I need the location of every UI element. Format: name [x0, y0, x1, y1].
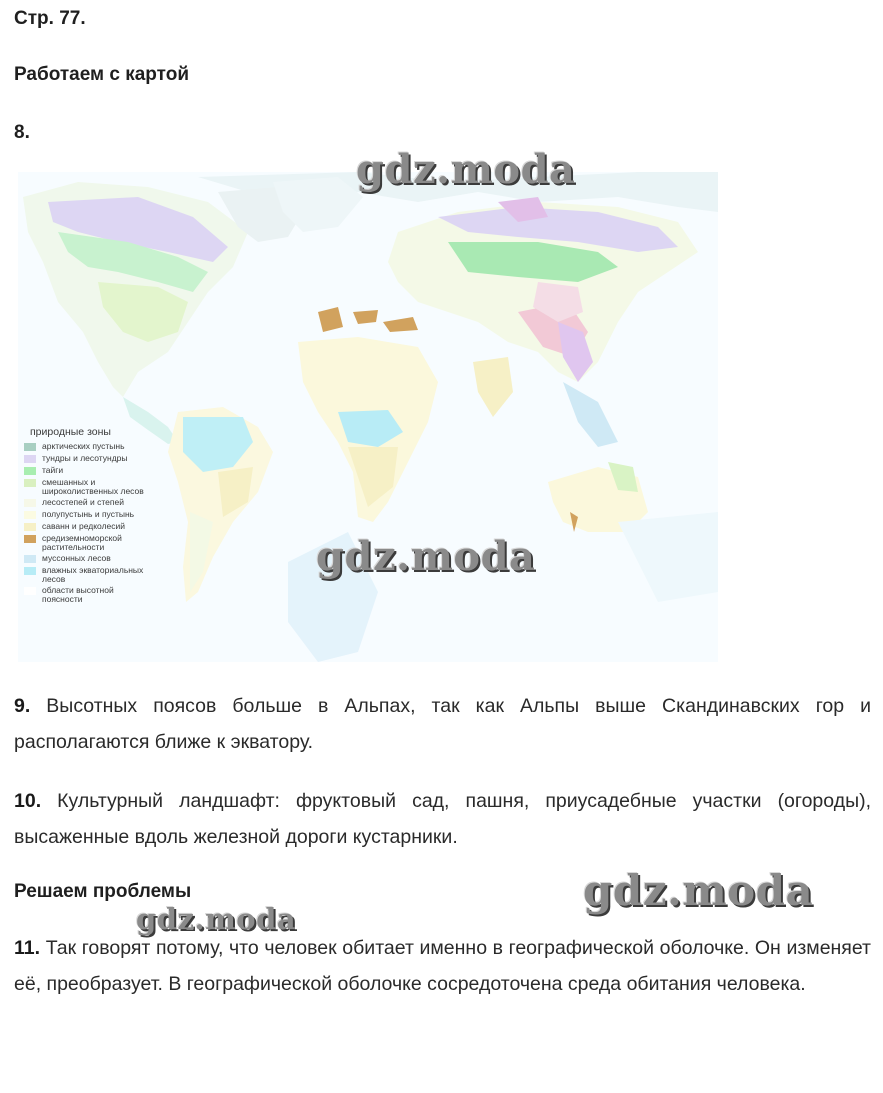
- legend-item: [24, 554, 154, 565]
- legend-label: области высотной поясности: [42, 584, 114, 604]
- legend-swatch: [24, 555, 36, 563]
- legend-label: средиземноморской растительности: [42, 532, 122, 552]
- legend-swatch: [24, 499, 36, 507]
- legend-label: тайги: [42, 464, 64, 475]
- legend-label: полупустынь и пустынь: [42, 508, 135, 519]
- legend-item: [24, 534, 154, 553]
- legend-item: [24, 442, 154, 453]
- watermark: gdz.moda: [356, 146, 576, 193]
- legend-swatch: [24, 479, 36, 487]
- task-9-text: Высотных поясов больше в Альпах, так как Альпы выше Скандинавских гор и располагаются ближе к экватору.: [14, 695, 871, 753]
- section-heading-map: Работаем с картой: [14, 64, 189, 85]
- legend-item: [24, 522, 154, 533]
- legend-title: природные зоны: [30, 426, 111, 438]
- map-legend: [24, 428, 154, 606]
- legend-swatch: [24, 535, 36, 543]
- legend-item: [24, 478, 154, 497]
- task-10-text: Культурный ландшафт: фруктовый сад, пашня, приусадебные участки (огороды), высаженные вдоль железной дороги кустарники.: [14, 790, 871, 848]
- legend-label: саванн и редколесий: [42, 520, 125, 531]
- task-11-answer: [14, 930, 871, 1002]
- legend-item: [24, 566, 154, 585]
- watermark: gdz.moda: [316, 533, 536, 580]
- section-heading-problems: Решаем проблемы: [14, 881, 192, 902]
- legend-label: тундры и лесотундры: [42, 452, 128, 463]
- page-reference: Стр. 77.: [14, 8, 86, 29]
- legend-label: муссонных лесов: [42, 552, 111, 563]
- legend-item: [24, 586, 154, 605]
- task-9-answer: [14, 688, 871, 760]
- legend-swatch: [24, 467, 36, 475]
- legend-label: смешанных и широколиственных лесов: [42, 476, 144, 496]
- task-10-answer: [14, 783, 871, 855]
- legend-swatch: [24, 567, 36, 575]
- legend-item: [24, 466, 154, 477]
- task-9-number: 9.: [14, 695, 31, 717]
- task-11-number: 11.: [14, 937, 41, 959]
- legend-item: [24, 454, 154, 465]
- legend-item: [24, 510, 154, 521]
- watermark: gdz.moda: [583, 866, 814, 915]
- task-10-number: 10.: [14, 790, 42, 812]
- task-11-text: Так говорят потому, что человек обитает именно в географической оболочке. Он изменяет её, преобразует. В географической оболочке сосредоточена среда обитания человека.: [14, 937, 871, 995]
- legend-item: [24, 498, 154, 509]
- watermark: gdz.moda: [136, 902, 297, 936]
- legend-label: арктических пустынь: [42, 440, 125, 451]
- legend-swatch: [24, 523, 36, 531]
- legend-label: лесостепей и степей: [42, 496, 124, 507]
- legend-swatch: [24, 511, 36, 519]
- task-8-number: 8.: [14, 122, 30, 143]
- legend-label: влажных экваториальных лесов: [42, 564, 144, 584]
- legend-swatch: [24, 455, 36, 463]
- legend-swatch: [24, 587, 36, 595]
- legend-swatch: [24, 443, 36, 451]
